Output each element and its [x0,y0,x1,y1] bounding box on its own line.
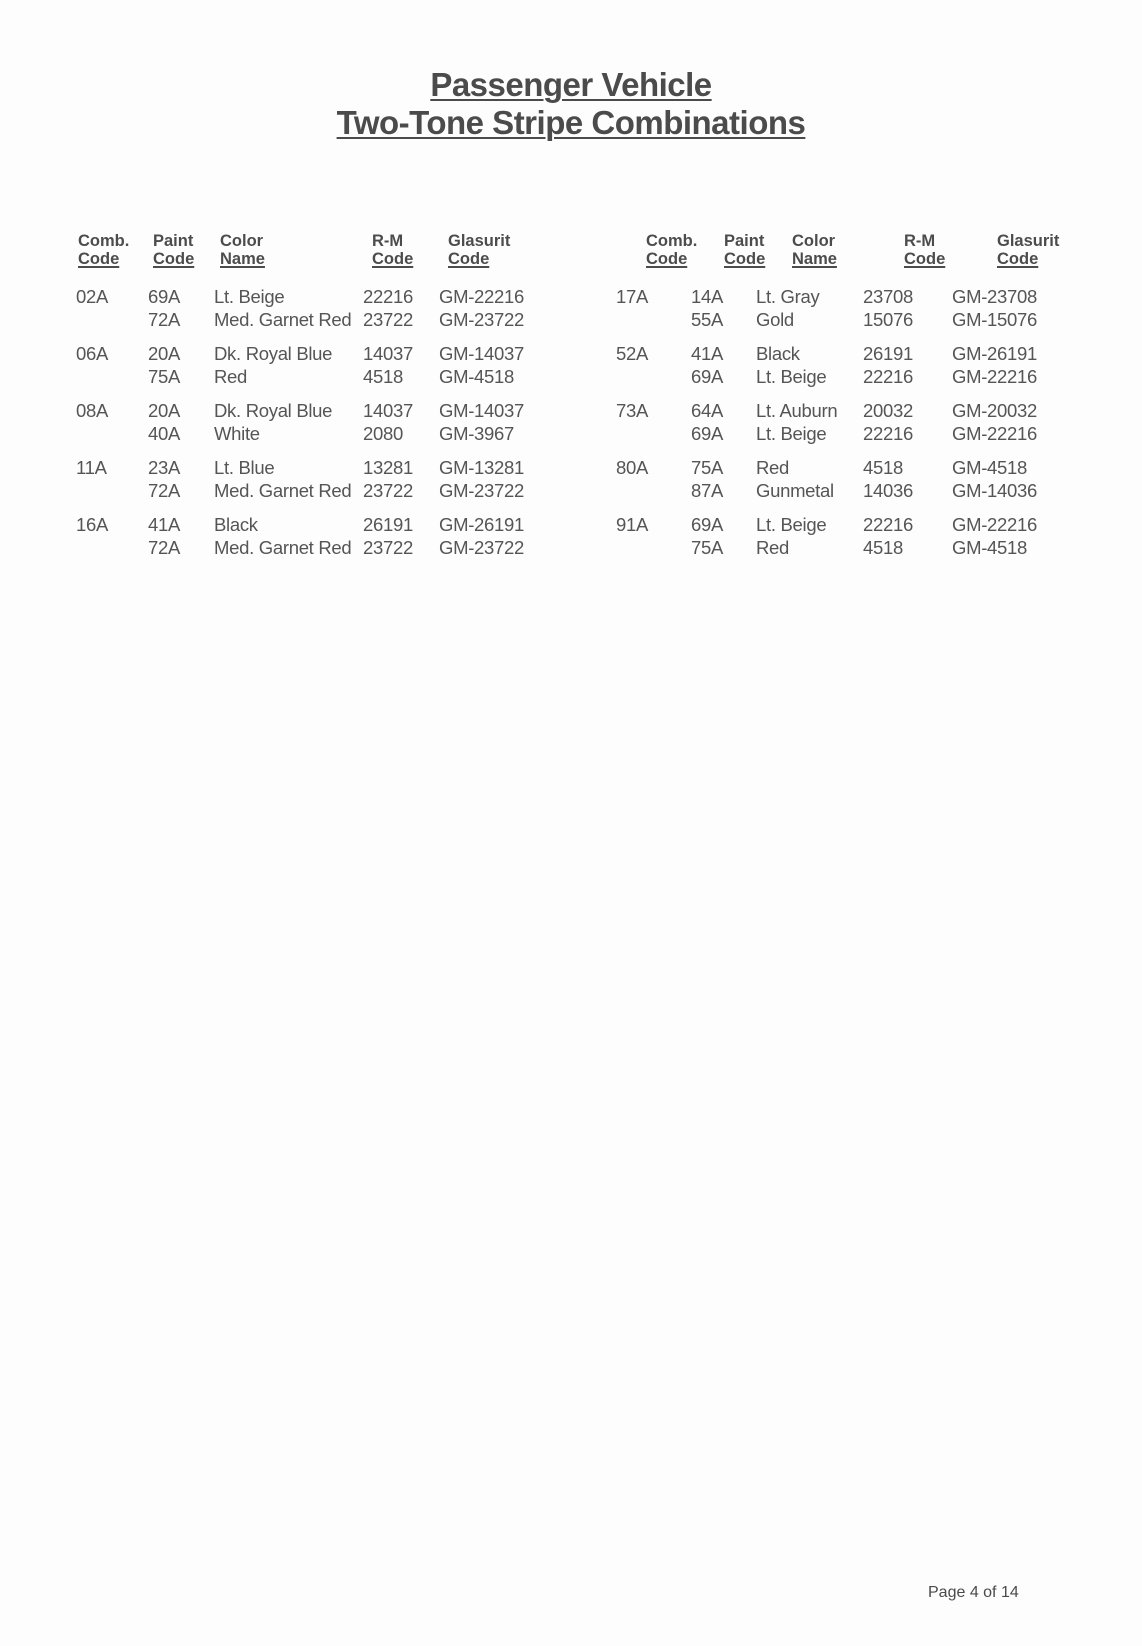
glasurit-cell: GM-13281 [439,457,525,478]
glasurit-cell: GM-4518 [952,536,1028,558]
rm-cell: 14037 [363,343,413,364]
header-rm-line2: Code [372,250,414,268]
paint-cell: 72A [148,536,181,558]
rm-cell: 22216 [863,514,913,535]
paint-cell: 75A [691,536,724,558]
color-cell: Red [756,457,790,478]
color-cell: Black [756,343,800,364]
comb-code-cell: 91A [616,514,649,535]
comb-code-cell: 80A [616,457,649,478]
paint-cell: 41A [148,514,181,535]
color-cell: Gold [756,308,794,330]
color-cell: Red [214,365,248,387]
rm-cell: 15076 [863,308,913,330]
rm-cell: 23722 [363,536,413,558]
header-color-line1: Color [792,232,836,250]
color-cell: Lt. Beige [756,422,827,444]
glasurit-cell: GM-23708 [952,286,1038,307]
paint-cell: 87A [691,479,724,501]
header-glasurit-line2: Code [997,250,1039,268]
glasurit-cell: GM-14037 [439,343,525,364]
color-cell: White [214,422,260,444]
rm-cell: 20032 [863,400,913,421]
header-rm-line1: R-M [904,232,936,250]
paint-cell: 23A [148,457,181,478]
header-comb-line1: Comb. [78,232,130,250]
rm-cell: 4518 [363,365,403,387]
color-cell: Lt. Beige [756,514,827,535]
color-cell: Med. Garnet Red [214,308,352,330]
title-line-1: Passenger Vehicle [430,66,712,103]
paint-cell: 69A [691,365,724,387]
rm-cell: 2080 [363,422,403,444]
color-cell: Lt. Gray [756,286,820,307]
header-rm-code [904,232,945,268]
comb-code-cell: 08A [76,400,109,421]
glasurit-cell: GM-22216 [952,365,1038,387]
paint-cell: 20A [148,400,181,421]
header-color-line1: Color [220,232,264,250]
glasurit-cell: GM-3967 [439,422,515,444]
header-comb-line2: Code [78,250,120,268]
glasurit-cell: GM-15076 [952,308,1038,330]
color-cell: Lt. Beige [756,365,827,387]
paint-cell: 72A [148,479,181,501]
glasurit-cell: GM-22216 [952,422,1038,444]
header-rm-line1: R-M [372,232,404,250]
page-number: Page 4 of 14 [928,1584,1019,1601]
paint-cell: 75A [691,457,724,478]
glasurit-cell: GM-26191 [439,514,525,535]
header-comb-line2: Code [646,250,688,268]
comb-code-cell: 52A [616,343,649,364]
rm-cell: 22216 [363,286,413,307]
rm-cell: 4518 [863,536,903,558]
header-paint-code [724,232,765,268]
color-cell: Lt. Blue [214,457,275,478]
color-cell: Gunmetal [756,479,834,501]
header-glasurit-line1: Glasurit [448,232,511,250]
paint-cell: 55A [691,308,724,330]
comb-code-cell: 06A [76,343,109,364]
glasurit-cell: GM-4518 [439,365,515,387]
header-color-name [220,232,265,268]
rm-cell: 23708 [863,286,913,307]
title-line-2: Two-Tone Stripe Combinations [336,104,806,141]
header-color-line2: Name [792,250,837,268]
paint-cell: 69A [148,286,181,307]
glasurit-cell: GM-23722 [439,479,525,501]
header-paint-line2: Code [724,250,766,268]
paint-cell: 72A [148,308,181,330]
paint-cell: 41A [691,343,724,364]
glasurit-cell: GM-23722 [439,308,525,330]
glasurit-cell: GM-26191 [952,343,1038,364]
header-rm-code [372,232,413,268]
rm-cell: 23722 [363,479,413,501]
header-glasurit-code [997,232,1059,268]
glasurit-cell: GM-22216 [439,286,525,307]
rm-cell: 23722 [363,308,413,330]
color-cell: Red [756,536,790,558]
rm-cell: 26191 [363,514,413,535]
rm-cell: 14037 [363,400,413,421]
header-paint-line1: Paint [153,232,194,250]
paint-cell: 64A [691,400,724,421]
comb-code-cell: 17A [616,286,649,307]
paint-cell: 75A [148,365,181,387]
header-rm-line2: Code [904,250,946,268]
header-comb-code [78,232,129,268]
paint-cell: 14A [691,286,724,307]
header-paint-code [153,232,194,268]
paint-cell: 69A [691,422,724,444]
rm-cell: 4518 [863,457,903,478]
comb-code-cell: 73A [616,400,649,421]
header-paint-line1: Paint [724,232,765,250]
rm-cell: 14036 [863,479,913,501]
rm-cell: 13281 [363,457,413,478]
page-title [0,66,1142,142]
header-paint-line2: Code [153,250,195,268]
comb-code-cell: 02A [76,286,109,307]
rm-cell: 26191 [863,343,913,364]
comb-code-cell: 16A [76,514,109,535]
comb-code-cell: 11A [76,457,107,478]
header-comb-code [646,232,697,268]
color-cell: Med. Garnet Red [214,536,352,558]
paint-cell: 69A [691,514,724,535]
header-comb-line1: Comb. [646,232,698,250]
glasurit-cell: GM-14037 [439,400,525,421]
header-glasurit-line2: Code [448,250,490,268]
header-color-line2: Name [220,250,265,268]
rm-cell: 22216 [863,365,913,387]
glasurit-cell: GM-23722 [439,536,525,558]
rm-cell: 22216 [863,422,913,444]
glasurit-cell: GM-14036 [952,479,1038,501]
header-glasurit-code [448,232,510,268]
color-cell: Lt. Beige [214,286,285,307]
glasurit-cell: GM-20032 [952,400,1038,421]
color-cell: Lt. Auburn [756,400,838,421]
color-cell: Dk. Royal Blue [214,400,333,421]
color-cell: Black [214,514,258,535]
glasurit-cell: GM-22216 [952,514,1038,535]
header-glasurit-line1: Glasurit [997,232,1060,250]
color-cell: Med. Garnet Red [214,479,352,501]
paint-cell: 40A [148,422,181,444]
paint-cell: 20A [148,343,181,364]
header-color-name [792,232,837,268]
glasurit-cell: GM-4518 [952,457,1028,478]
color-cell: Dk. Royal Blue [214,343,333,364]
